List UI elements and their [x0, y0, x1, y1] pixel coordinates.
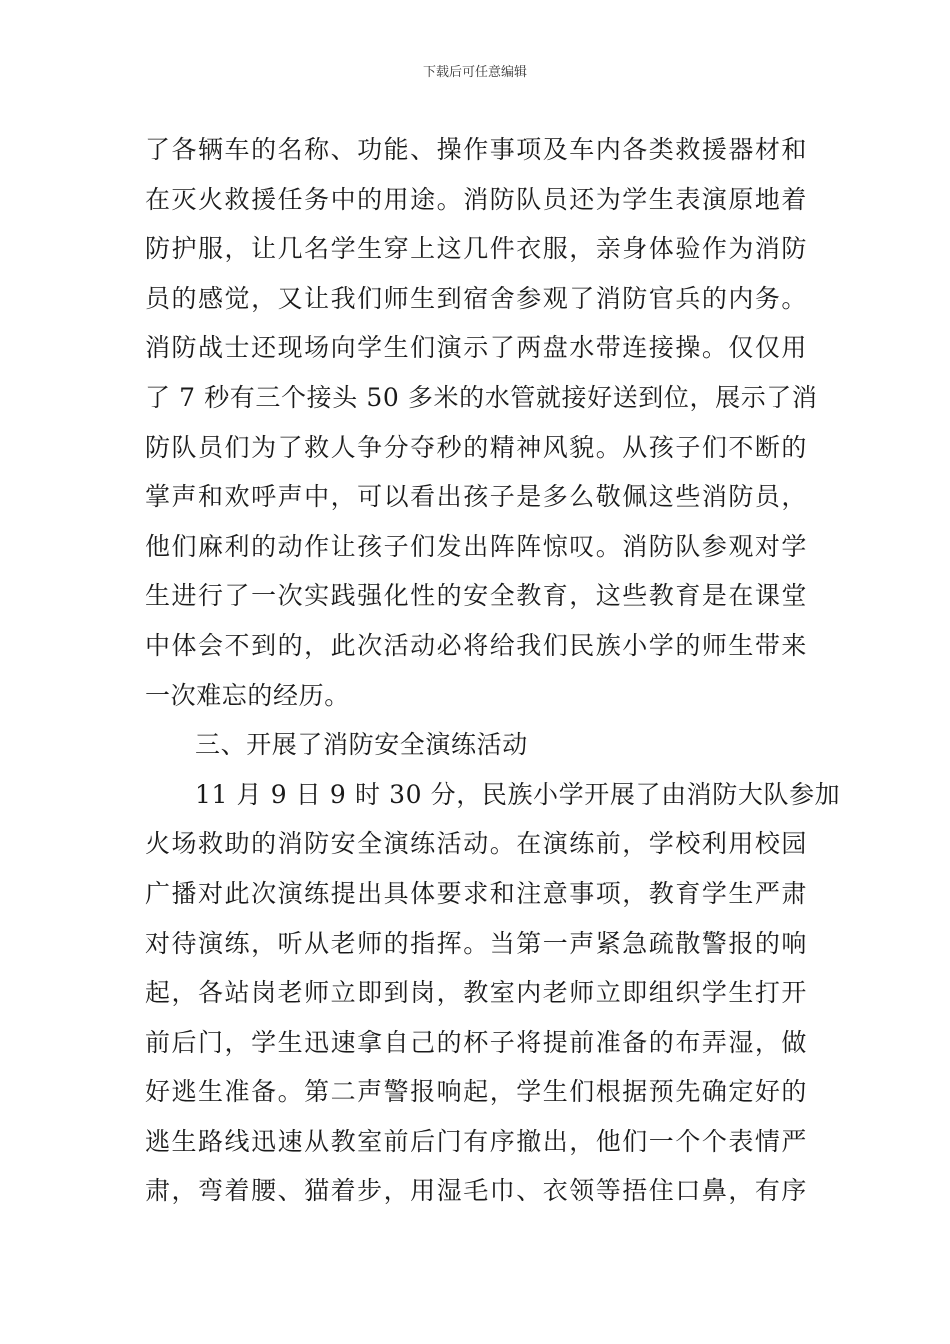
- paragraph-line: 11 月 9 日 9 时 30 分，民族小学开展了由消防大队参加: [195, 779, 841, 809]
- paragraph-line: 防护服，让几名学生穿上这几件衣服，亲身体验作为消防: [145, 234, 807, 264]
- paragraph-line: 广播对此次演练提出具体要求和注意事项，教育学生严肃: [145, 878, 807, 908]
- paragraph-line: 一次难忘的经历。: [145, 680, 350, 710]
- paragraph-line: 逃生路线迅速从教室前后门有序撤出，他们一个个表情严: [145, 1126, 807, 1156]
- document-body: [145, 125, 841, 1216]
- paragraph-line: 防队员们为了救人争分夺秒的精神风貌。从孩子们不断的: [145, 432, 807, 462]
- paragraph-line: 掌声和欢呼声中，可以看出孩子是多么敬佩这些消防员，: [145, 482, 807, 512]
- paragraph-line: 了各辆车的名称、功能、操作事项及车内各类救援器材和: [145, 135, 807, 164]
- paragraph-line: 好逃生准备。第二声警报响起，学生们根据预先确定好的: [145, 1077, 807, 1107]
- paragraph-line: 员的感觉，又让我们师生到宿舍参观了消防官兵的内务。: [145, 283, 807, 313]
- paragraph-line: 了 7 秒有三个接头 50 多米的水管就接好送到位，展示了消: [145, 382, 818, 412]
- paragraph-line: 火场救助的消防安全演练活动。在演练前，学校利用校园: [145, 829, 807, 859]
- paragraph-line: 生进行了一次实践强化性的安全教育，这些教育是在课堂: [145, 581, 807, 611]
- paragraph-line: 中体会不到的，此次活动必将给我们民族小学的师生带来: [145, 630, 807, 660]
- section-heading: 三、开展了消防安全演练活动: [195, 730, 528, 760]
- paragraph-line: 起，各站岗老师立即到岗，教室内老师立即组织学生打开: [145, 978, 807, 1008]
- page-header: 下载后可任意编辑: [422, 65, 527, 80]
- paragraph-line: 消防战士还现场向学生们演示了两盘水带连接操。仅仅用: [145, 333, 807, 363]
- paragraph-line: 对待演练，听从老师的指挥。当第一声紧急疏散警报的响: [145, 928, 807, 958]
- paragraph-line: 在灭火救援任务中的用途。消防队员还为学生表演原地着: [145, 184, 807, 214]
- paragraph-line: 肃，弯着腰、猫着步，用湿毛巾、衣领等捂住口鼻，有序: [145, 1176, 807, 1206]
- paragraph-line: 他们麻利的动作让孩子们发出阵阵惊叹。消防队参观对学: [145, 531, 807, 561]
- paragraph-line: 前后门，学生迅速拿自己的杯子将提前准备的布弄湿，做: [145, 1027, 807, 1057]
